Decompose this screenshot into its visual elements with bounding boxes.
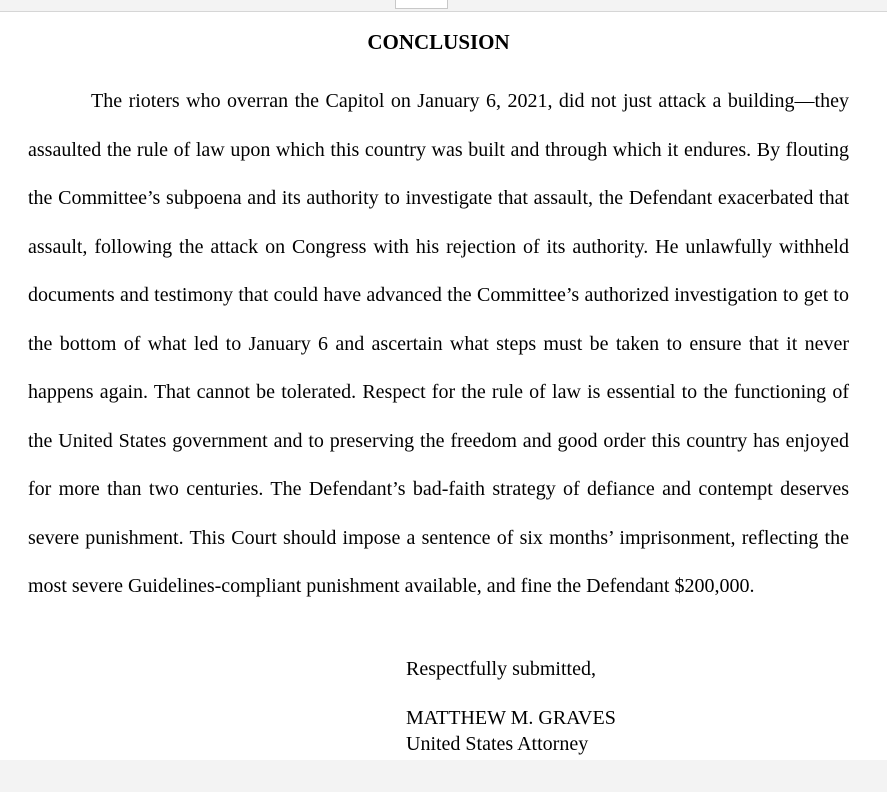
signature-closing: Respectfully submitted, xyxy=(406,658,596,680)
page-gap xyxy=(0,760,887,792)
toolbar-tab[interactable] xyxy=(395,0,448,9)
signature-name: MATTHEW M. GRAVES xyxy=(406,707,616,729)
viewer-toolbar-strip xyxy=(0,0,887,12)
document-page xyxy=(0,12,887,760)
section-heading: CONCLUSION xyxy=(367,30,510,54)
conclusion-paragraph: The rioters who overran the Capitol on January 6, 2021, did not just attack a building—they assaulted the rule of law upon which this country was built and through which it endures. By flouting the Committee’s subpoena and its authority to investigate that assault, the Defendant exacerbated that assault, following the attack on Congress with his rejection of its authority. He unlawfully withheld documents and testimony that could have advanced the Committee’s authorized investigation to get to the bottom of what led to January 6 and ascertain what steps must be taken to ensure that it never happens again. That cannot be tolerated. Respect for the rule of law is essential to the functioning of the United States government and to preserving the freedom and good order this country has enjoyed for more than two centuries. The Defendant’s bad-faith strategy of defiance and contempt deserves severe punishment. This Court should impose a sentence of six months’ imprisonment, reflecting the most severe Guidelines-compliant punishment available, and fine the Defendant $200,000. xyxy=(28,90,849,597)
signature-title: United States Attorney xyxy=(406,733,589,755)
